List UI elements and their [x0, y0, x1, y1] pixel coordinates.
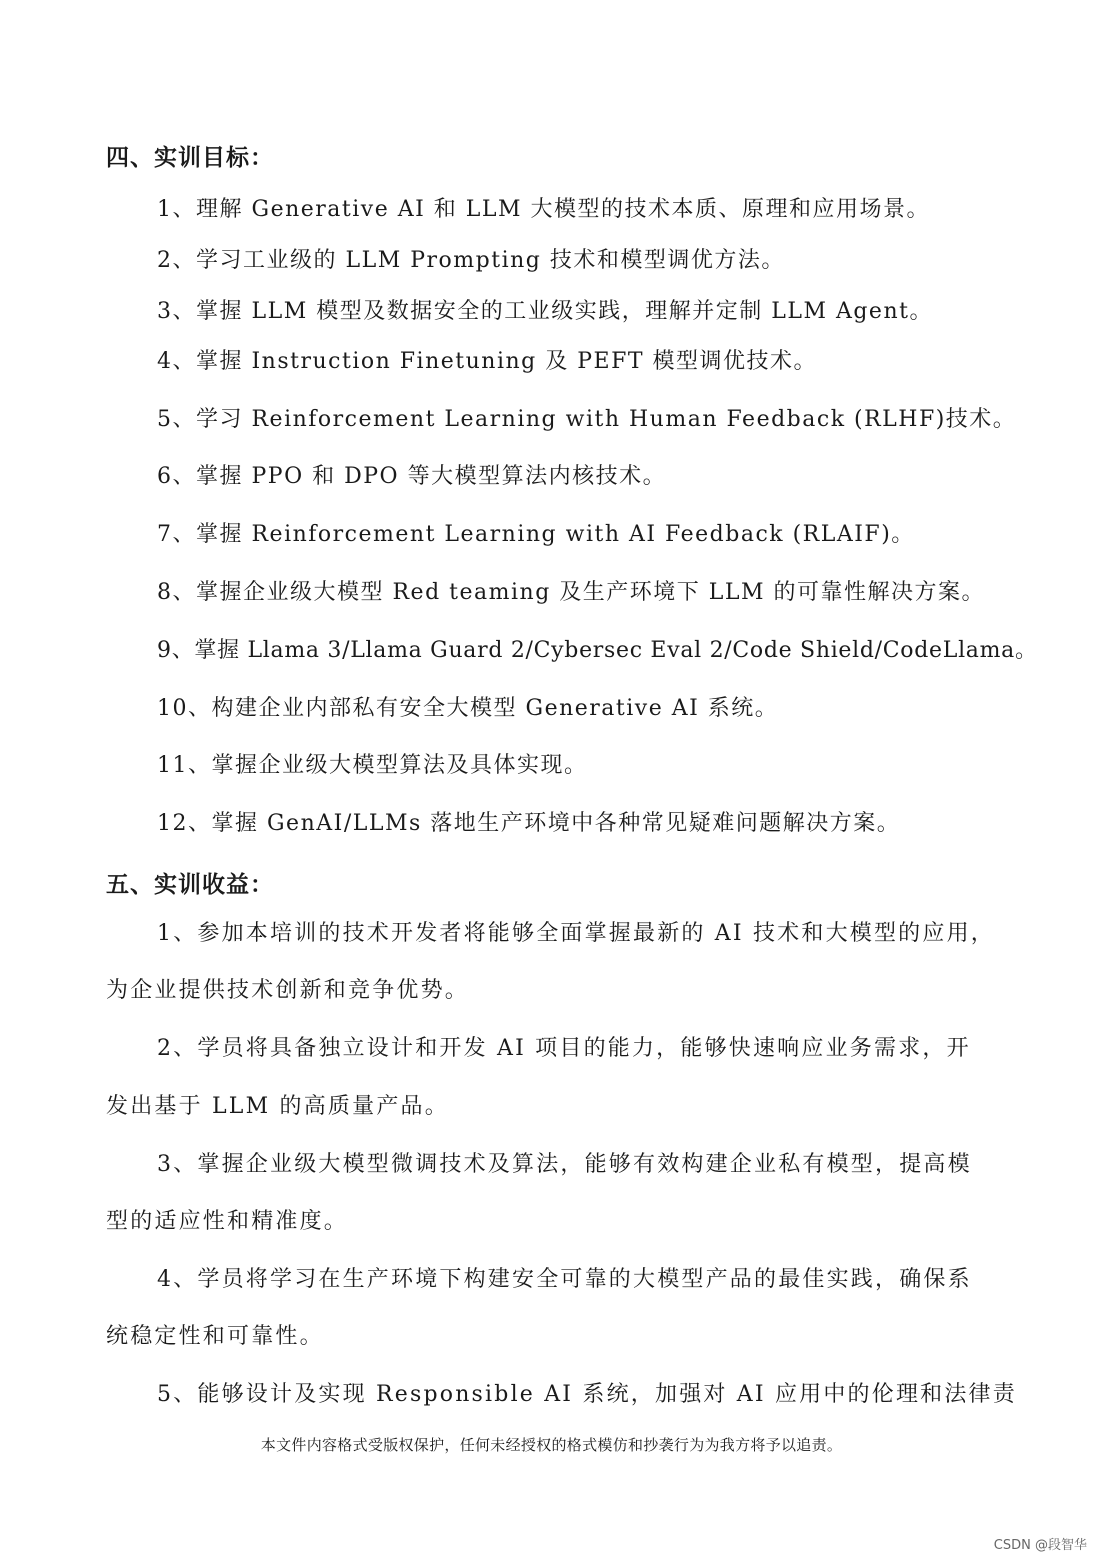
goal-item-5: 5、学习 Reinforcement Learning with Human Feedback (RLHF)技术。	[157, 407, 1017, 432]
goal-item-10: 10、构建企业内部私有安全大模型 Generative AI 系统。	[157, 696, 779, 721]
benefit-3-line-1: 3、掌握企业级大模型微调技术及算法，能够有效构建企业私有模型，提高模	[157, 1152, 972, 1177]
goal-item-12: 12、掌握 GenAI/LLMs 落地生产环境中各种常见疑难问题解决方案。	[157, 811, 901, 836]
benefit-2-line-1: 2、学员将具备独立设计和开发 AI 项目的能力，能够快速响应业务需求，开	[157, 1036, 971, 1061]
goal-item-7: 7、掌握 Reinforcement Learning with AI Feedback (RLAIF)。	[157, 522, 915, 547]
watermark: CSDN @段智华	[993, 1538, 1087, 1553]
goal-item-8: 8、掌握企业级大模型 Red teaming 及生产环境下 LLM 的可靠性解决方案。	[157, 580, 986, 605]
goal-item-11: 11、掌握企业级大模型算法及具体实现。	[157, 753, 588, 778]
benefit-4-line-1: 4、学员将学习在生产环境下构建安全可靠的大模型产品的最佳实践，确保系	[157, 1267, 972, 1292]
goal-item-9: 9、掌握 Llama 3/Llama Guard 2/Cybersec Eval 2/Code Shield/CodeLlama。	[157, 638, 1038, 663]
benefit-3-line-2: 型的适应性和精准度。	[106, 1209, 349, 1234]
benefit-1-line-2: 为企业提供技术创新和竞争优势。	[106, 978, 470, 1003]
goal-item-1: 1、理解 Generative AI 和 LLM 大模型的技术本质、原理和应用场景。	[157, 197, 931, 222]
goal-item-6: 6、掌握 PPO 和 DPO 等大模型算法内核技术。	[157, 464, 667, 489]
goal-item-2: 2、学习工业级的 LLM Prompting 技术和模型调优方法。	[157, 248, 785, 273]
benefit-2-line-2: 发出基于 LLM 的高质量产品。	[106, 1094, 449, 1119]
benefit-1-line-1: 1、参加本培训的技术开发者将能够全面掌握最新的 AI 技术和大模型的应用，	[157, 921, 995, 946]
section-4-heading: 四、实训目标：	[106, 145, 274, 171]
goal-item-3: 3、掌握 LLM 模型及数据安全的工业级实践，理解并定制 LLM Agent。	[157, 299, 933, 324]
section-5-heading: 五、实训收益：	[106, 872, 274, 898]
goal-item-4: 4、掌握 Instruction Finetuning 及 PEFT 模型调优技术。	[157, 349, 818, 374]
copyright-notice: 本文件内容格式受版权保护，任何未经授权的格式模仿和抄袭行为为我方将予以追责。	[260, 1436, 843, 1454]
benefit-4-line-2: 统稳定性和可靠性。	[106, 1324, 324, 1349]
benefit-5-line-1: 5、能够设计及实现 Responsible AI 系统，加强对 AI 应用中的伦理和法律责	[157, 1382, 1017, 1407]
